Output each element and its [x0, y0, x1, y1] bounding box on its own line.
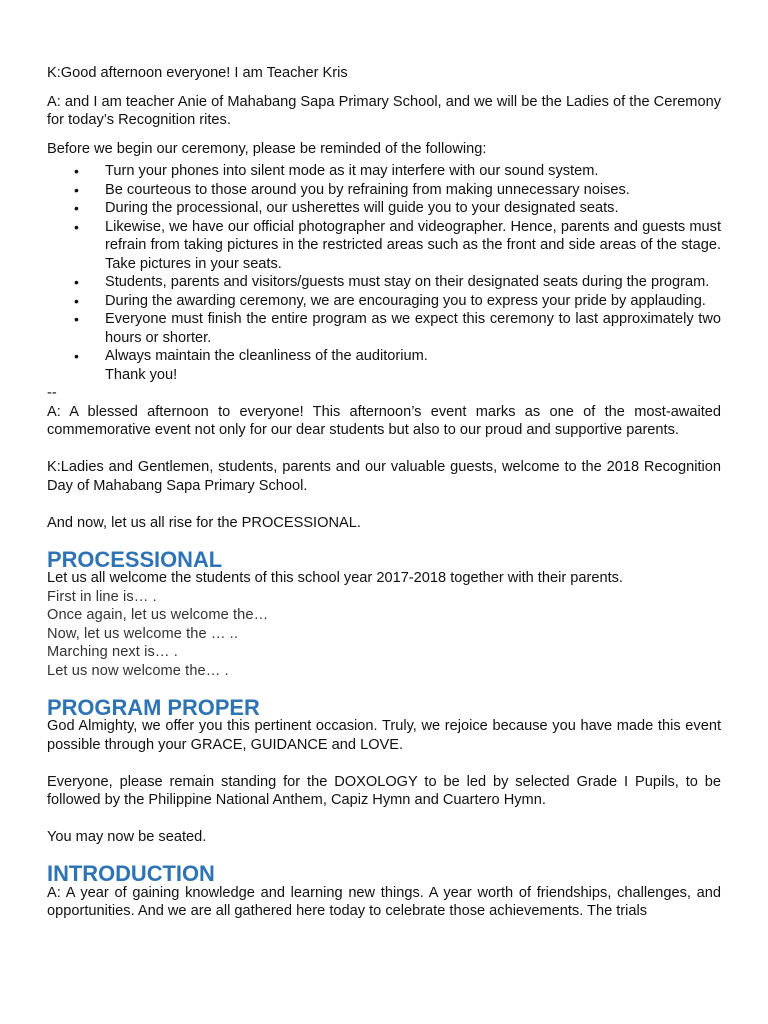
bullet-icon: • — [74, 292, 79, 309]
processional-line: Now, let us welcome the … .. — [47, 625, 238, 642]
list-item: • Be courteous to those around you by refraining from making unnecessary noises. — [74, 181, 630, 198]
bullet-icon: • — [74, 218, 79, 235]
opening-prayer: God Almighty, we offer you this pertinent occasion. Truly, we rejoice because you have made this event possible through your GRACE, GUIDANCE and LOVE. — [47, 718, 721, 753]
introduction-text: A: A year of gaining knowledge and learning new things. A year worth of friendships, challenges, and opportunities. And we are all gathered here today to celebrate those achievements. The trials — [47, 884, 721, 919]
processional-line: First in line is… . — [47, 588, 157, 605]
list-item: • Turn your phones into silent mode as it may interfere with our sound system. — [74, 163, 599, 179]
processional-line: Let us now welcome the… . — [47, 662, 229, 679]
list-item: • Always maintain the cleanliness of the auditorium. — [74, 348, 428, 364]
bullet-icon: • — [74, 348, 79, 364]
doxology-instruction: Everyone, please remain standing for the DOXOLOGY to be led by selected Grade I Pupils, to be followed by the Philippine National Anthem, Capiz Hymn and Cuartero Hymn. — [47, 773, 721, 808]
introduction-heading: INTRODUCTION — [47, 861, 215, 886]
reminder-list — [47, 162, 721, 366]
bullet-icon: • — [74, 181, 79, 198]
kris-greeting: K:Good afternoon everyone! I am Teacher Kris — [47, 65, 348, 81]
rise-instruction: And now, let us all rise for the PROCESSIONAL. — [47, 514, 361, 531]
processional-line: Once again, let us welcome the… — [47, 607, 269, 623]
list-item: • During the awarding ceremony, we are encouraging you to express your pride by applauding. — [74, 292, 706, 309]
bullet-icon: • — [74, 200, 79, 216]
processional-line: Marching next is… . — [47, 644, 178, 660]
processional-heading: PROCESSIONAL — [47, 546, 223, 572]
bullet-icon: • — [74, 274, 79, 290]
list-item: • Students, parents and visitors/guests must stay on their designated seats during the program. — [74, 274, 710, 290]
reminder-intro: Before we begin our ceremony, please be reminded of the following: — [47, 140, 487, 157]
blessed-afternoon: A: A blessed afternoon to everyone! This afternoon’s event marks as one of the most-awaited commemorative event not only for our dear students but also to our proud and supportive parents. — [47, 403, 721, 438]
anie-greeting: A: and I am teacher Anie of Mahabang Sapa Primary School, and we will be the Ladies of the Ceremony for today’s Recognition rites. — [47, 93, 721, 128]
bullet-icon: • — [74, 311, 79, 327]
list-item: • Likewise, we have our official photographer and videographer. Hence, parents and guests must refrain from taking pictures in the restricted areas such as the front and side areas of the stage. Take pictures in your seats. — [74, 218, 721, 272]
welcome-remarks: K:Ladies and Gentlemen, students, parents and our valuable guests, welcome to the 2018 Recognition Day of Mahabang Sapa Primary School. — [47, 459, 721, 494]
thank-you: Thank you! — [105, 366, 178, 383]
program-proper-heading: PROGRAM PROPER — [47, 694, 260, 720]
list-item: • Everyone must finish the entire program as we expect this ceremony to last approximately two hours or shorter. — [74, 311, 721, 346]
list-item: • During the processional, our usherettes will guide you to your designated seats. — [74, 200, 619, 216]
document-page — [47, 64, 721, 921]
processional-lead: Let us all welcome the students of this school year 2017-2018 together with their parents. — [47, 570, 623, 586]
bullet-icon: • — [74, 163, 79, 179]
seated-instruction: You may now be seated. — [47, 829, 207, 845]
separator: -- — [47, 385, 57, 401]
